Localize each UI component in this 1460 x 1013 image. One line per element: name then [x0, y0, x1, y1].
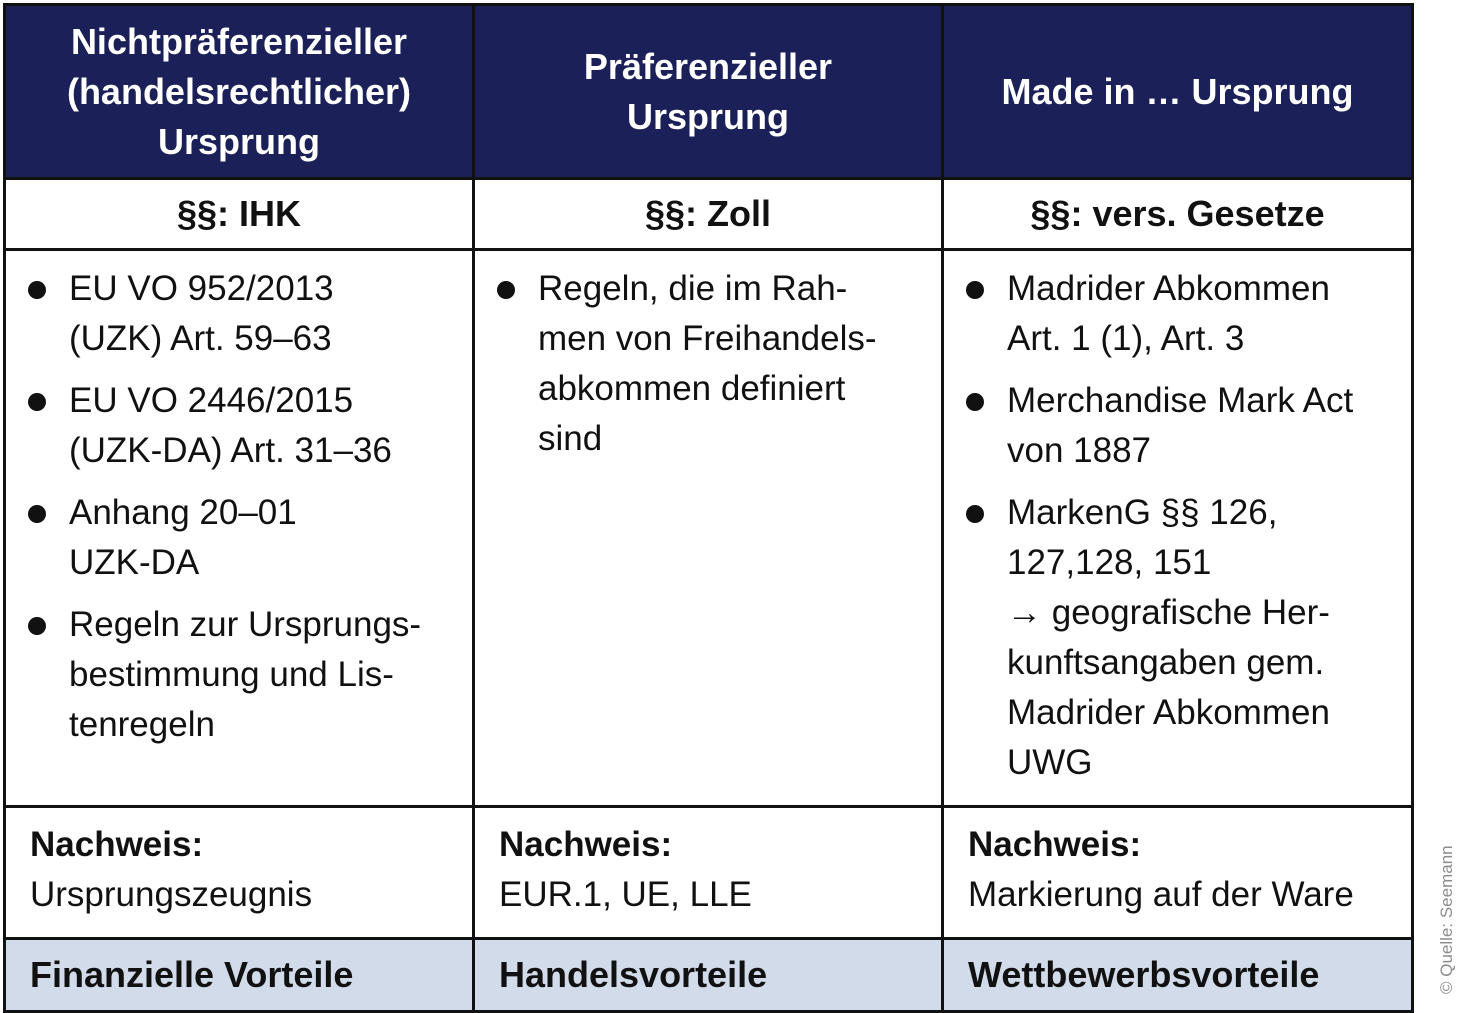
list-item-line: tenregeln [69, 705, 215, 744]
list-item-line: Madrider Abkommen [1007, 693, 1330, 732]
law-cell: §§: Zoll [474, 179, 943, 250]
bullet-icon [28, 617, 46, 635]
list-item [475, 264, 941, 464]
list-item-line: 127,128, 151 [1007, 543, 1212, 582]
regulation-list [6, 264, 472, 750]
heading-line: Ursprung [158, 120, 320, 162]
advantage-cell: Handelsvorteile [474, 939, 943, 1012]
list-item-line: Regeln zur Ursprungs- [69, 605, 422, 644]
proof-label: Nachweis: [968, 825, 1142, 864]
column-heading [474, 5, 943, 179]
proof-value: Ursprungszeugnis [30, 875, 313, 914]
list-item [944, 488, 1411, 788]
list-item [6, 264, 472, 364]
bullet-icon [28, 281, 46, 299]
list-item [944, 264, 1411, 364]
list-item [6, 488, 472, 588]
list-item [944, 376, 1411, 476]
bullet-icon [966, 505, 984, 523]
heading-line: Ursprung [626, 95, 789, 137]
regulations-cell [5, 250, 474, 807]
list-item-line: Anhang 20–01 [69, 493, 297, 532]
bullet-icon [28, 505, 46, 523]
list-item-line: (UZK-DA) Art. 31–36 [69, 431, 392, 470]
origin-comparison-table [3, 3, 1414, 1013]
bullet-icon [28, 393, 46, 411]
list-item-line: Madrider Abkommen [1007, 269, 1330, 308]
list-item-line: sind [538, 419, 603, 458]
list-item [6, 376, 472, 476]
list-item-line: bestimmung und Lis- [69, 655, 394, 694]
list-item-line: UWG [1007, 743, 1093, 782]
list-item-line: von 1887 [1007, 431, 1152, 470]
list-item-line: EU VO 2446/2015 [69, 381, 354, 420]
bullet-icon [966, 393, 984, 411]
list-item-line: → geografische Her- [1007, 593, 1330, 632]
proof-cell [943, 807, 1413, 939]
list-item-line: abkommen definiert [538, 369, 846, 408]
regulations-cell [474, 250, 943, 807]
proof-value: EUR.1, UE, LLE [499, 875, 752, 914]
proof-label: Nachweis: [30, 825, 204, 864]
regulation-list [475, 264, 941, 464]
list-item-line: men von Freihandels- [538, 319, 877, 358]
list-item-line: Art. 1 (1), Art. 3 [1007, 319, 1245, 358]
list-item-line: EU VO 952/2013 [69, 269, 334, 308]
list-item-line: (UZK) Art. 59–63 [69, 319, 332, 358]
bullet-icon [966, 281, 984, 299]
list-item-line: Regeln, die im Rah- [538, 269, 848, 308]
heading-line: (handelsrechtlicher) [66, 70, 412, 112]
header-row [5, 5, 1413, 179]
list-item-line: MarkenG §§ 126, [1007, 493, 1278, 532]
proof-row [5, 807, 1413, 939]
list-item-line: kunftsangaben gem. [1007, 643, 1325, 682]
proof-cell [5, 807, 474, 939]
list-item-line: Merchandise Mark Act [1007, 381, 1354, 420]
list-item [6, 600, 472, 750]
proof-label: Nachweis: [499, 825, 673, 864]
advantage-row [5, 939, 1413, 1012]
heading-line: Nichtpräferenzieller [70, 20, 408, 62]
regulations-row [5, 250, 1413, 807]
regulations-cell [943, 250, 1413, 807]
source-credit: © Quelle: Seemann [1437, 845, 1456, 994]
regulation-list [944, 264, 1411, 788]
law-cell: §§: vers. Gesetze [943, 179, 1413, 250]
proof-cell [474, 807, 943, 939]
advantage-cell: Wettbewerbsvorteile [943, 939, 1413, 1012]
column-heading [943, 5, 1413, 179]
law-cell: §§: IHK [5, 179, 474, 250]
bullet-icon [497, 281, 515, 299]
proof-value: Markierung auf der Ware [968, 875, 1354, 914]
list-item-line: UZK-DA [69, 543, 200, 582]
heading-line: Präferenzieller [583, 45, 833, 87]
column-heading [5, 5, 474, 179]
law-row [5, 179, 1413, 250]
heading-line: Made in … Ursprung [1001, 70, 1354, 112]
advantage-cell: Finanzielle Vorteile [5, 939, 474, 1012]
